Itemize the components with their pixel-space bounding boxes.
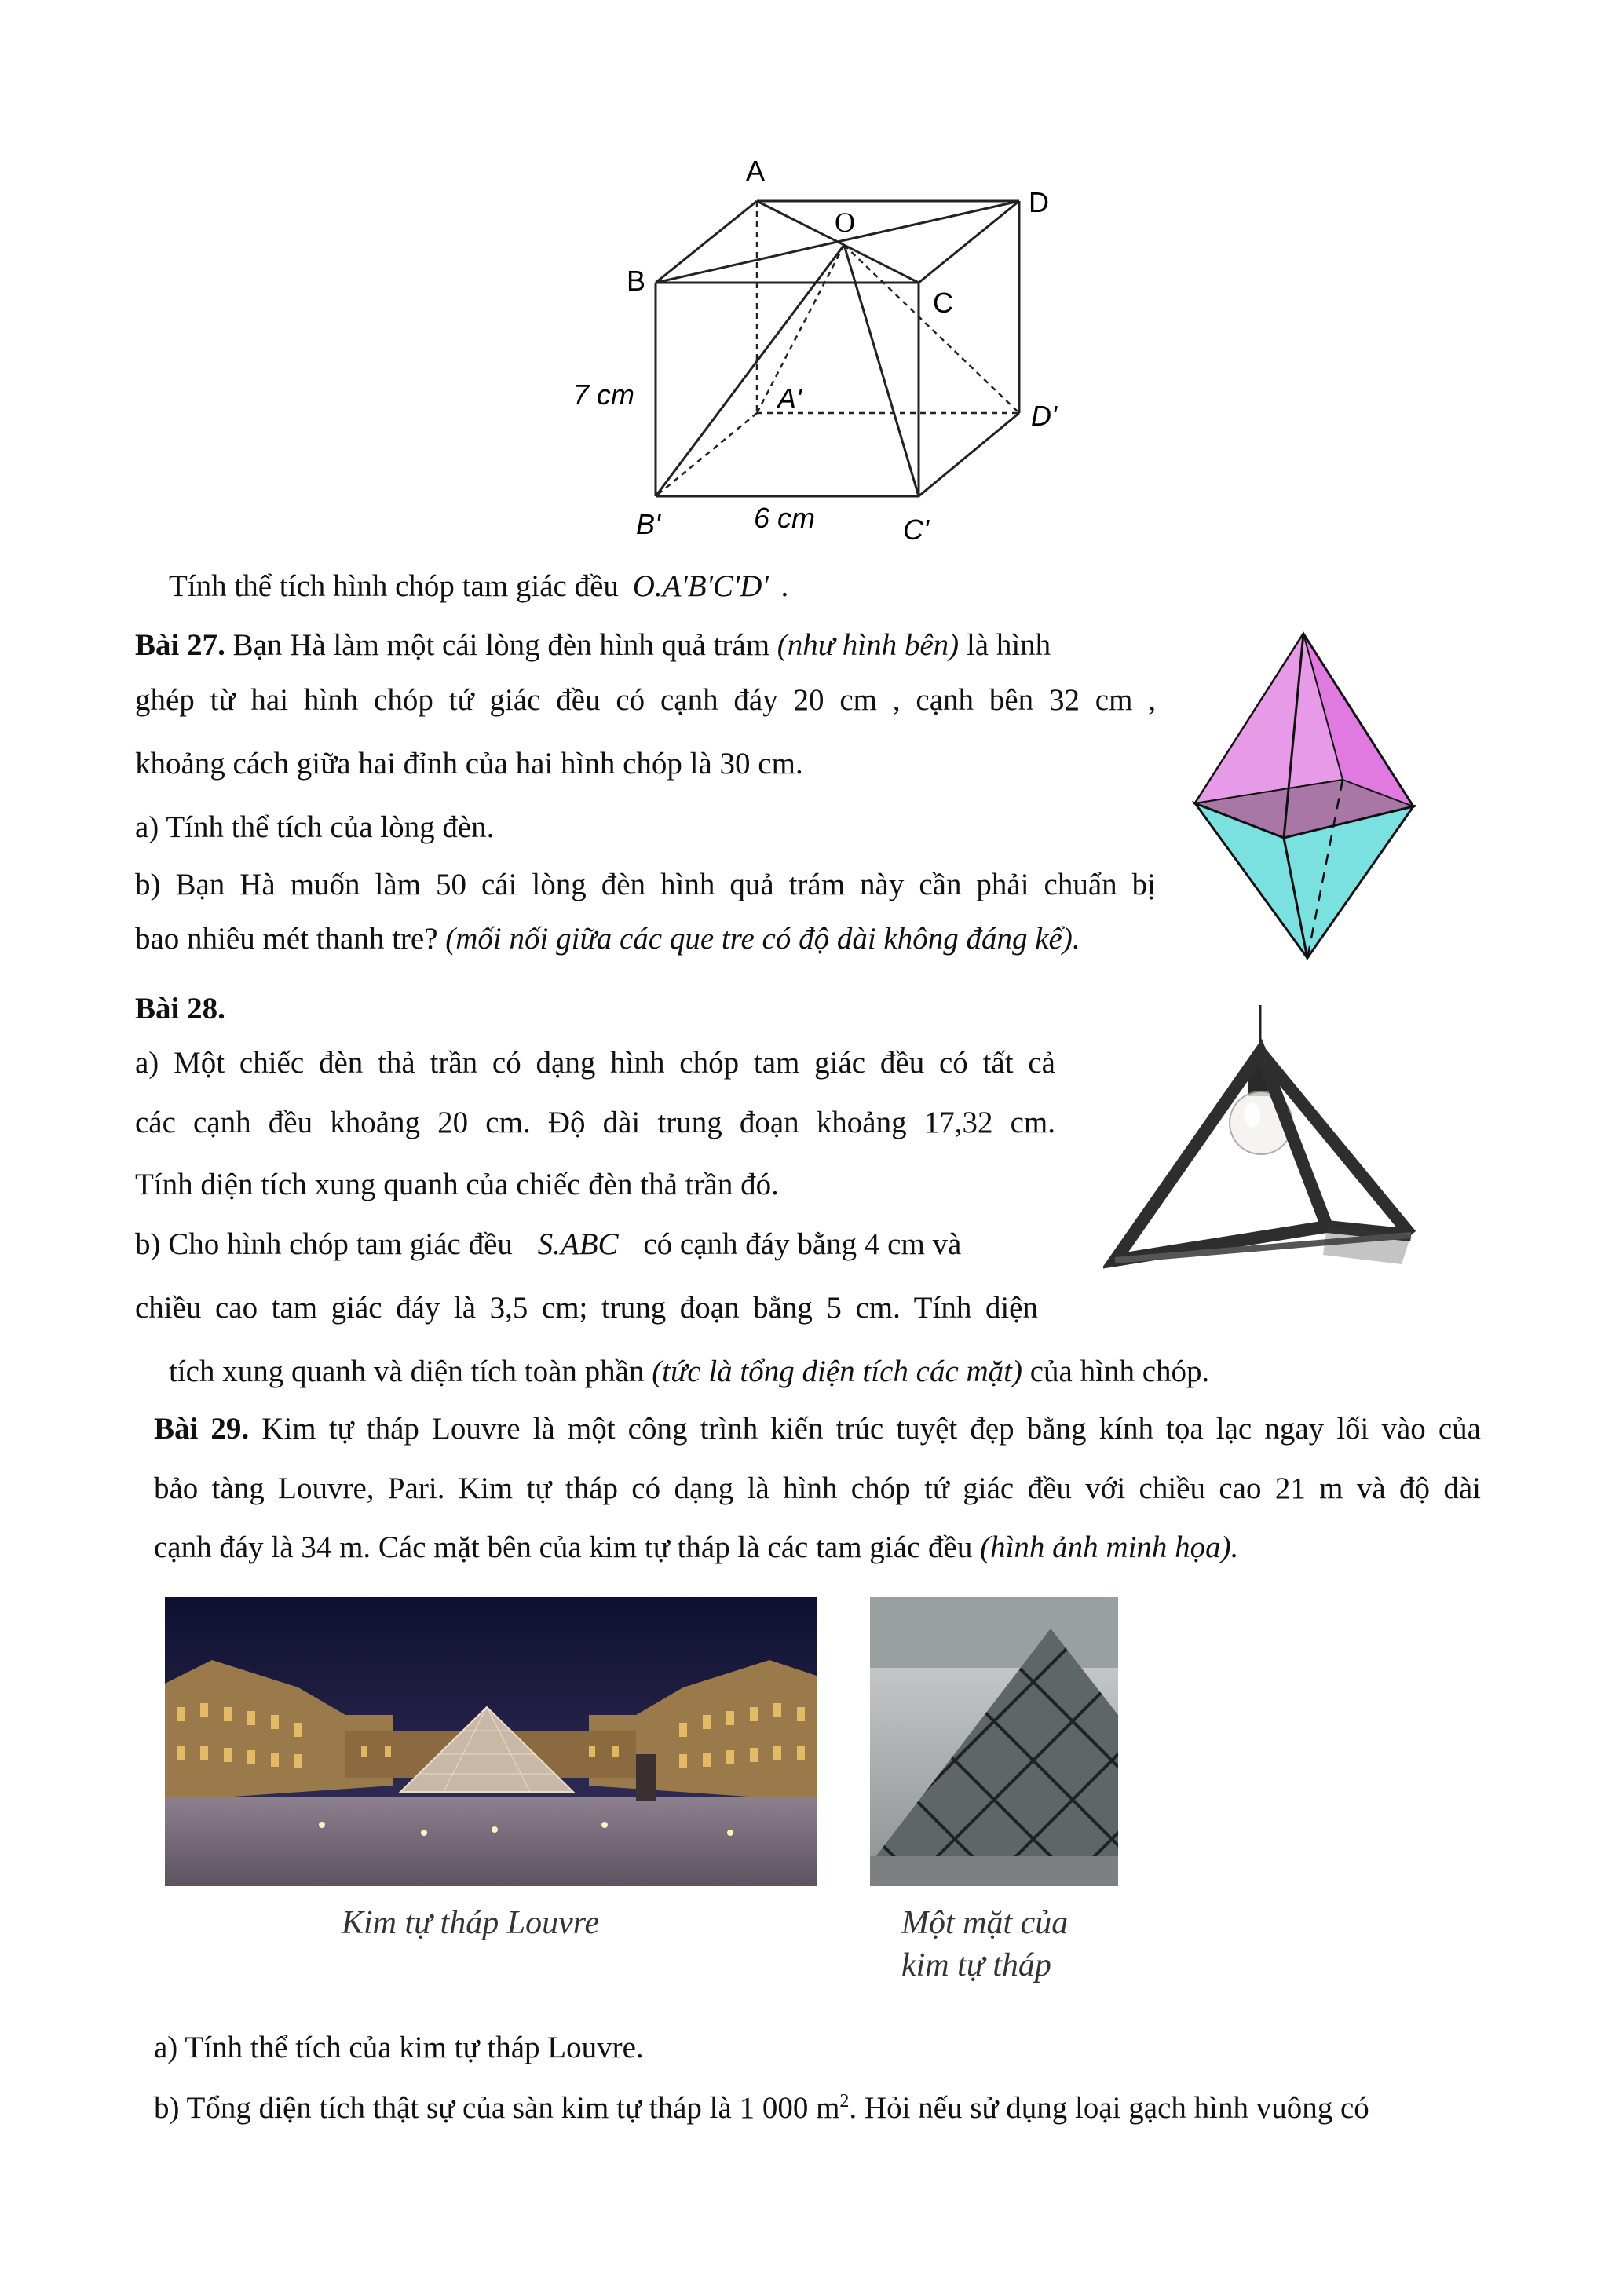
bai28-b3a: tích xung quanh và diện tích toàn phần xyxy=(169,1355,645,1388)
bai29-line3 xyxy=(154,1532,1238,1563)
label-D: D xyxy=(1029,186,1049,218)
bai27-a: a) Tính thể tích của lòng đèn. xyxy=(135,810,495,844)
bai29-l3b: (hình ảnh minh họa). xyxy=(980,1530,1239,1564)
cube-pyramid-figure xyxy=(565,149,1099,550)
bai27-b1: b) Bạn Hà muốn làm 50 cái lòng đèn hình quả trám này cần phải chuẩn bị xyxy=(135,868,1156,901)
octahedron-lantern-image xyxy=(1178,624,1429,970)
label-D-prime: D' xyxy=(1031,400,1057,432)
caption-face-1: Một mặt của xyxy=(901,1905,1069,1941)
bai27-line3: khoảng cách giữa hai đỉnh của hai hình chóp là 30 cm. xyxy=(135,747,803,781)
bai28-b1m: S.ABC xyxy=(537,1227,619,1261)
label-B-prime: B' xyxy=(636,508,660,540)
caption-face-2: kim tự tháp xyxy=(901,1947,1051,1983)
bai28-b2: chiều cao tam giác đáy là 3,5 cm; trung đoạn bằng 5 cm. Tính diện xyxy=(135,1291,1038,1325)
bai28-b3c: của hình chóp. xyxy=(1029,1355,1210,1388)
bai27-line2: ghép từ hai hình chóp tứ giác đều có cạnh đáy 20 cm , cạnh bên 32 cm , xyxy=(135,683,1156,717)
label-A: A xyxy=(746,155,766,187)
bai29-title: Bài 29. xyxy=(154,1412,250,1446)
intro-line xyxy=(169,571,788,601)
pyramid-face-photo xyxy=(870,1597,1118,1886)
bai29-b-end: . Hỏi nếu sử dụng loại gạch hình vuông có xyxy=(849,2091,1369,2125)
bai29-b-sup: 2 xyxy=(839,2091,850,2111)
bai28-b3 xyxy=(169,1356,1209,1387)
bai28-b3b: (tức là tổng diện tích các mặt) xyxy=(652,1355,1022,1388)
bai27-b2b: (mối nối giữa các que tre có độ dài không đáng kể). xyxy=(445,922,1080,956)
label-height: 7 cm xyxy=(573,378,635,411)
bai27-b2a: bao nhiêu mét thanh tre? xyxy=(135,922,438,956)
intro-end: . xyxy=(780,569,789,603)
bai29-b xyxy=(154,2092,1481,2123)
bai29-l3a: cạnh đáy là 34 m. Các mặt bên của kim tự tháp là các tam giác đều xyxy=(154,1530,973,1564)
louvre-night-photo xyxy=(165,1597,817,1886)
bai28-a1: a) Một chiếc đèn thả trần có dạng hình chóp tam giác đều có tất cả xyxy=(135,1046,1055,1080)
bai28-a3: Tính diện tích xung quanh của chiếc đèn thả trần đó. xyxy=(135,1168,779,1201)
label-A-prime: A' xyxy=(777,382,802,415)
label-O: O xyxy=(835,207,855,238)
bai28-b1a: b) Cho hình chóp tam giác đều xyxy=(135,1227,513,1261)
bai28-title: Bài 28. xyxy=(135,992,225,1026)
bai27-b2 xyxy=(135,923,1080,954)
intro-text: Tính thể tích hình chóp tam giác đều xyxy=(169,569,619,603)
label-B: B xyxy=(627,265,646,297)
bai27-l1b: (như hình bên) xyxy=(777,628,960,662)
bai27-line1 xyxy=(135,630,1156,660)
bai29-line2: bảo tàng Louvre, Pari. Kim tự tháp có dạng là hình chóp tứ giác đều với chiều cao 21 m và độ dài xyxy=(154,1472,1481,1505)
bai27-l1a: Bạn Hà làm một cái lòng đèn hình quả trám xyxy=(232,628,770,662)
label-C-prime: C' xyxy=(903,514,929,546)
bai28-a2: các cạnh đều khoảng 20 cm. Độ dài trung đoạn khoảng 17,32 cm. xyxy=(135,1106,1055,1139)
bai28-b1b: có cạnh đáy bằng 4 cm và xyxy=(643,1227,962,1261)
bai27-title: Bài 27. xyxy=(135,628,225,662)
bai28-b1 xyxy=(135,1229,1055,1260)
label-C: C xyxy=(933,287,953,319)
bai27-l1c: là hình xyxy=(966,628,1051,662)
bai29-a: a) Tính thể tích của kim tự tháp Louvre. xyxy=(154,2031,644,2064)
pendant-lamp-image xyxy=(1103,1005,1425,1288)
caption-louvre: Kim tự tháp Louvre xyxy=(342,1905,600,1941)
bai29-line1 xyxy=(154,1413,1481,1444)
label-width: 6 cm xyxy=(754,502,816,534)
bai29-b-start: b) Tổng diện tích thật sự của sàn kim tự tháp là 1 000 m xyxy=(154,2091,840,2125)
bai29-l1: Kim tự tháp Louvre là một công trình kiến trúc tuyệt đẹp bằng kính tọa lạc ngay lối vào của xyxy=(261,1412,1481,1446)
intro-math: O.A'B'C'D' xyxy=(632,569,769,603)
